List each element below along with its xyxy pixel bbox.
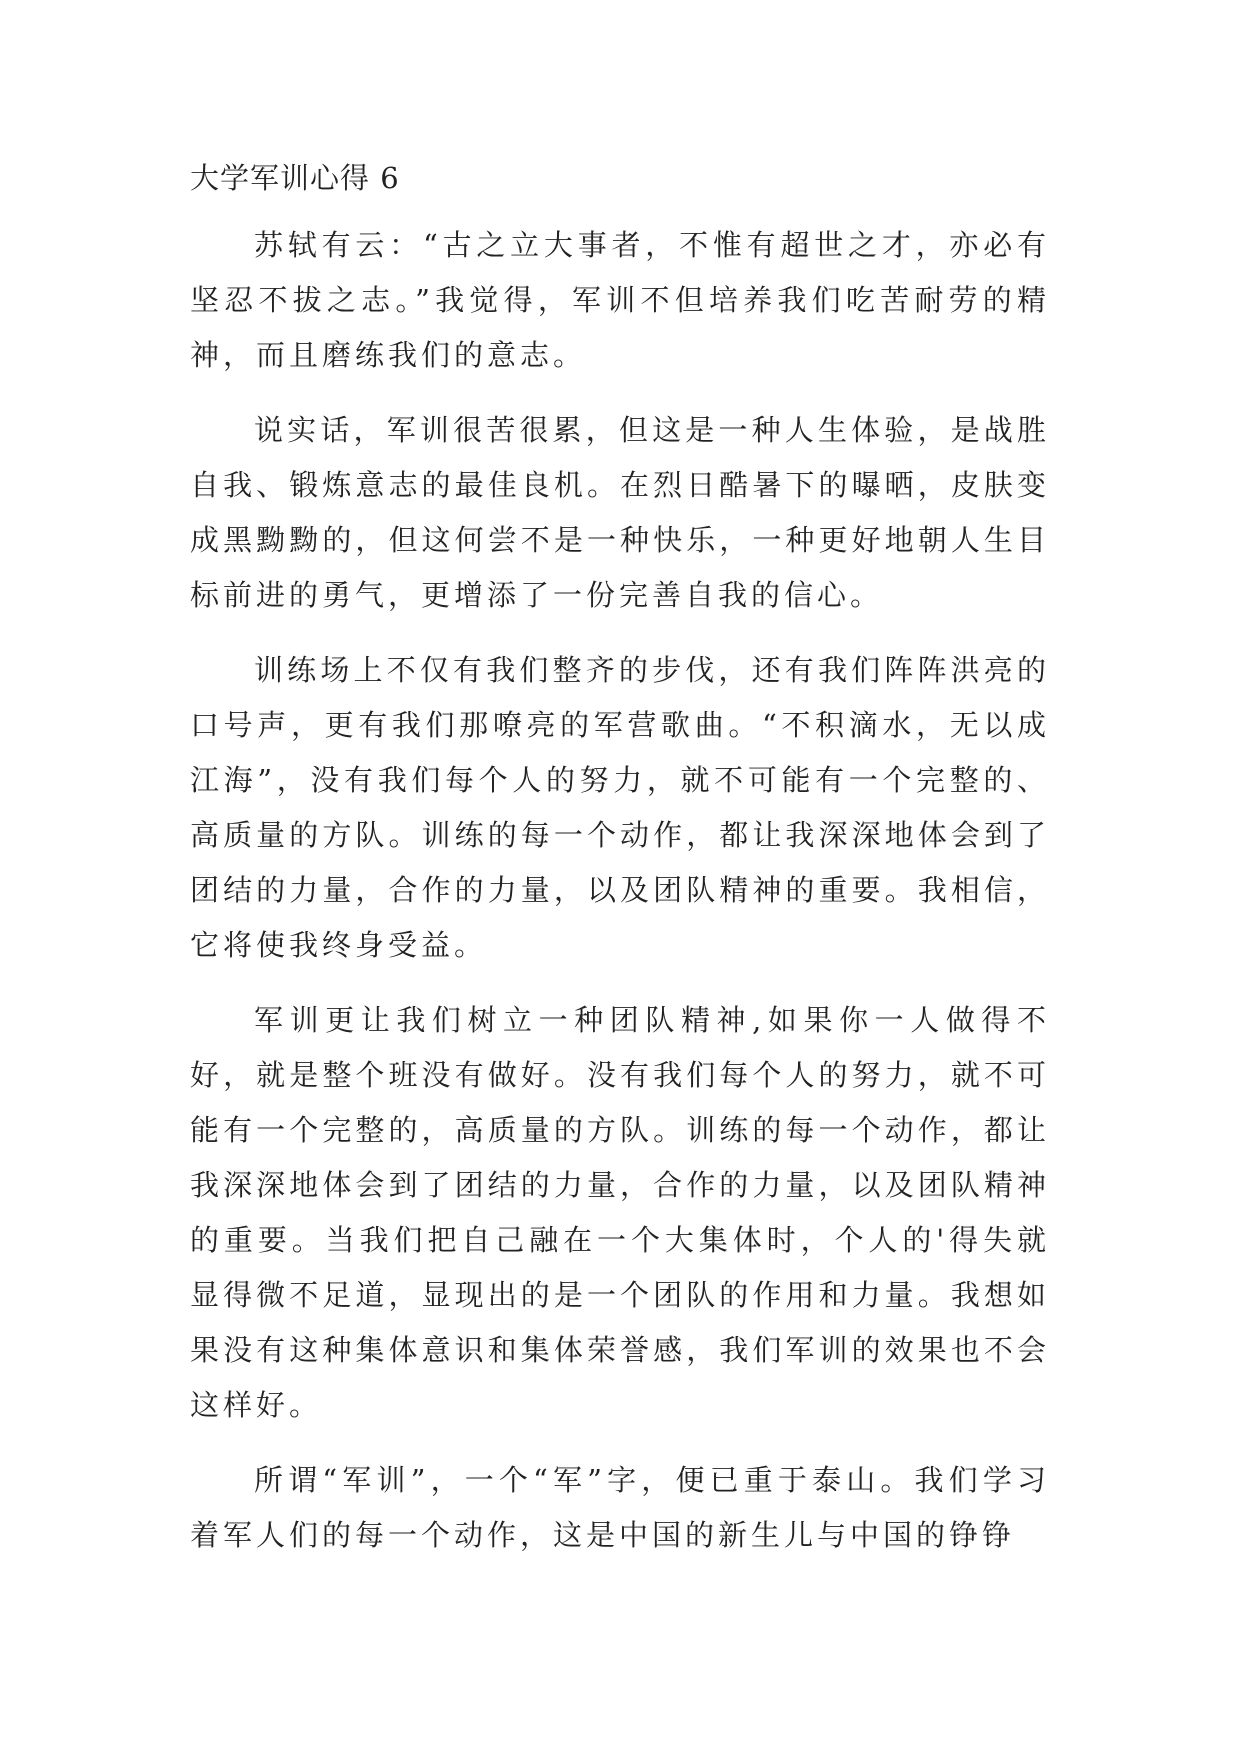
paragraph-3: 训练场上不仅有我们整齐的步伐，还有我们阵阵洪亮的口号声，更有我们那嘹亮的军营歌曲。“不积滴水，无以成江海”，没有我们每个人的努力，就不可能有一个完整的、高质量的方队。训练的每一个动作，都让我深深地体会到了团结的力量，合作的力量，以及团队精神的重要。我相信，它将使我终身受益。 <box>190 653 1050 962</box>
paragraph-2: 说实话，军训很苦很累，但这是一种人生体验，是战胜自我、锻炼意志的最佳良机。在烈日酷暑下的曝晒，皮肤变成黑黝黝的，但这何尝不是一种快乐，一种更好地朝人生目标前进的勇气，更增添了一份完善自我的信心。 <box>190 413 1050 612</box>
paragraph-1: 苏轼有云：“古之立大事者，不惟有超世之才，亦必有坚忍不拔之志。”我觉得，军训不但培养我们吃苦耐劳的精神，而且磨练我们的意志。 <box>190 228 1050 372</box>
document-body <box>190 158 1050 1563</box>
document-title: 大学军训心得 6 <box>190 161 400 195</box>
paragraph-4: 军训更让我们树立一种团队精神,如果你一人做得不好，就是整个班没有做好。没有我们每个人的努力，就不可能有一个完整的，高质量的方队。训练的每一个动作，都让我深深地体会到了团结的力量，合作的力量，以及团队精神的重要。当我们把自己融在一个大集体时，个人的'得失就显得微不足道，显现出的是一个团队的作用和力量。我想如果没有这种集体意识和集体荣誉感，我们军训的效果也不会这样好。 <box>190 1003 1050 1422</box>
paragraph-5: 所谓“军训”，一个“军”字，便已重于泰山。我们学习着军人们的每一个动作，这是中国的新生儿与中国的铮铮 <box>190 1463 1050 1552</box>
